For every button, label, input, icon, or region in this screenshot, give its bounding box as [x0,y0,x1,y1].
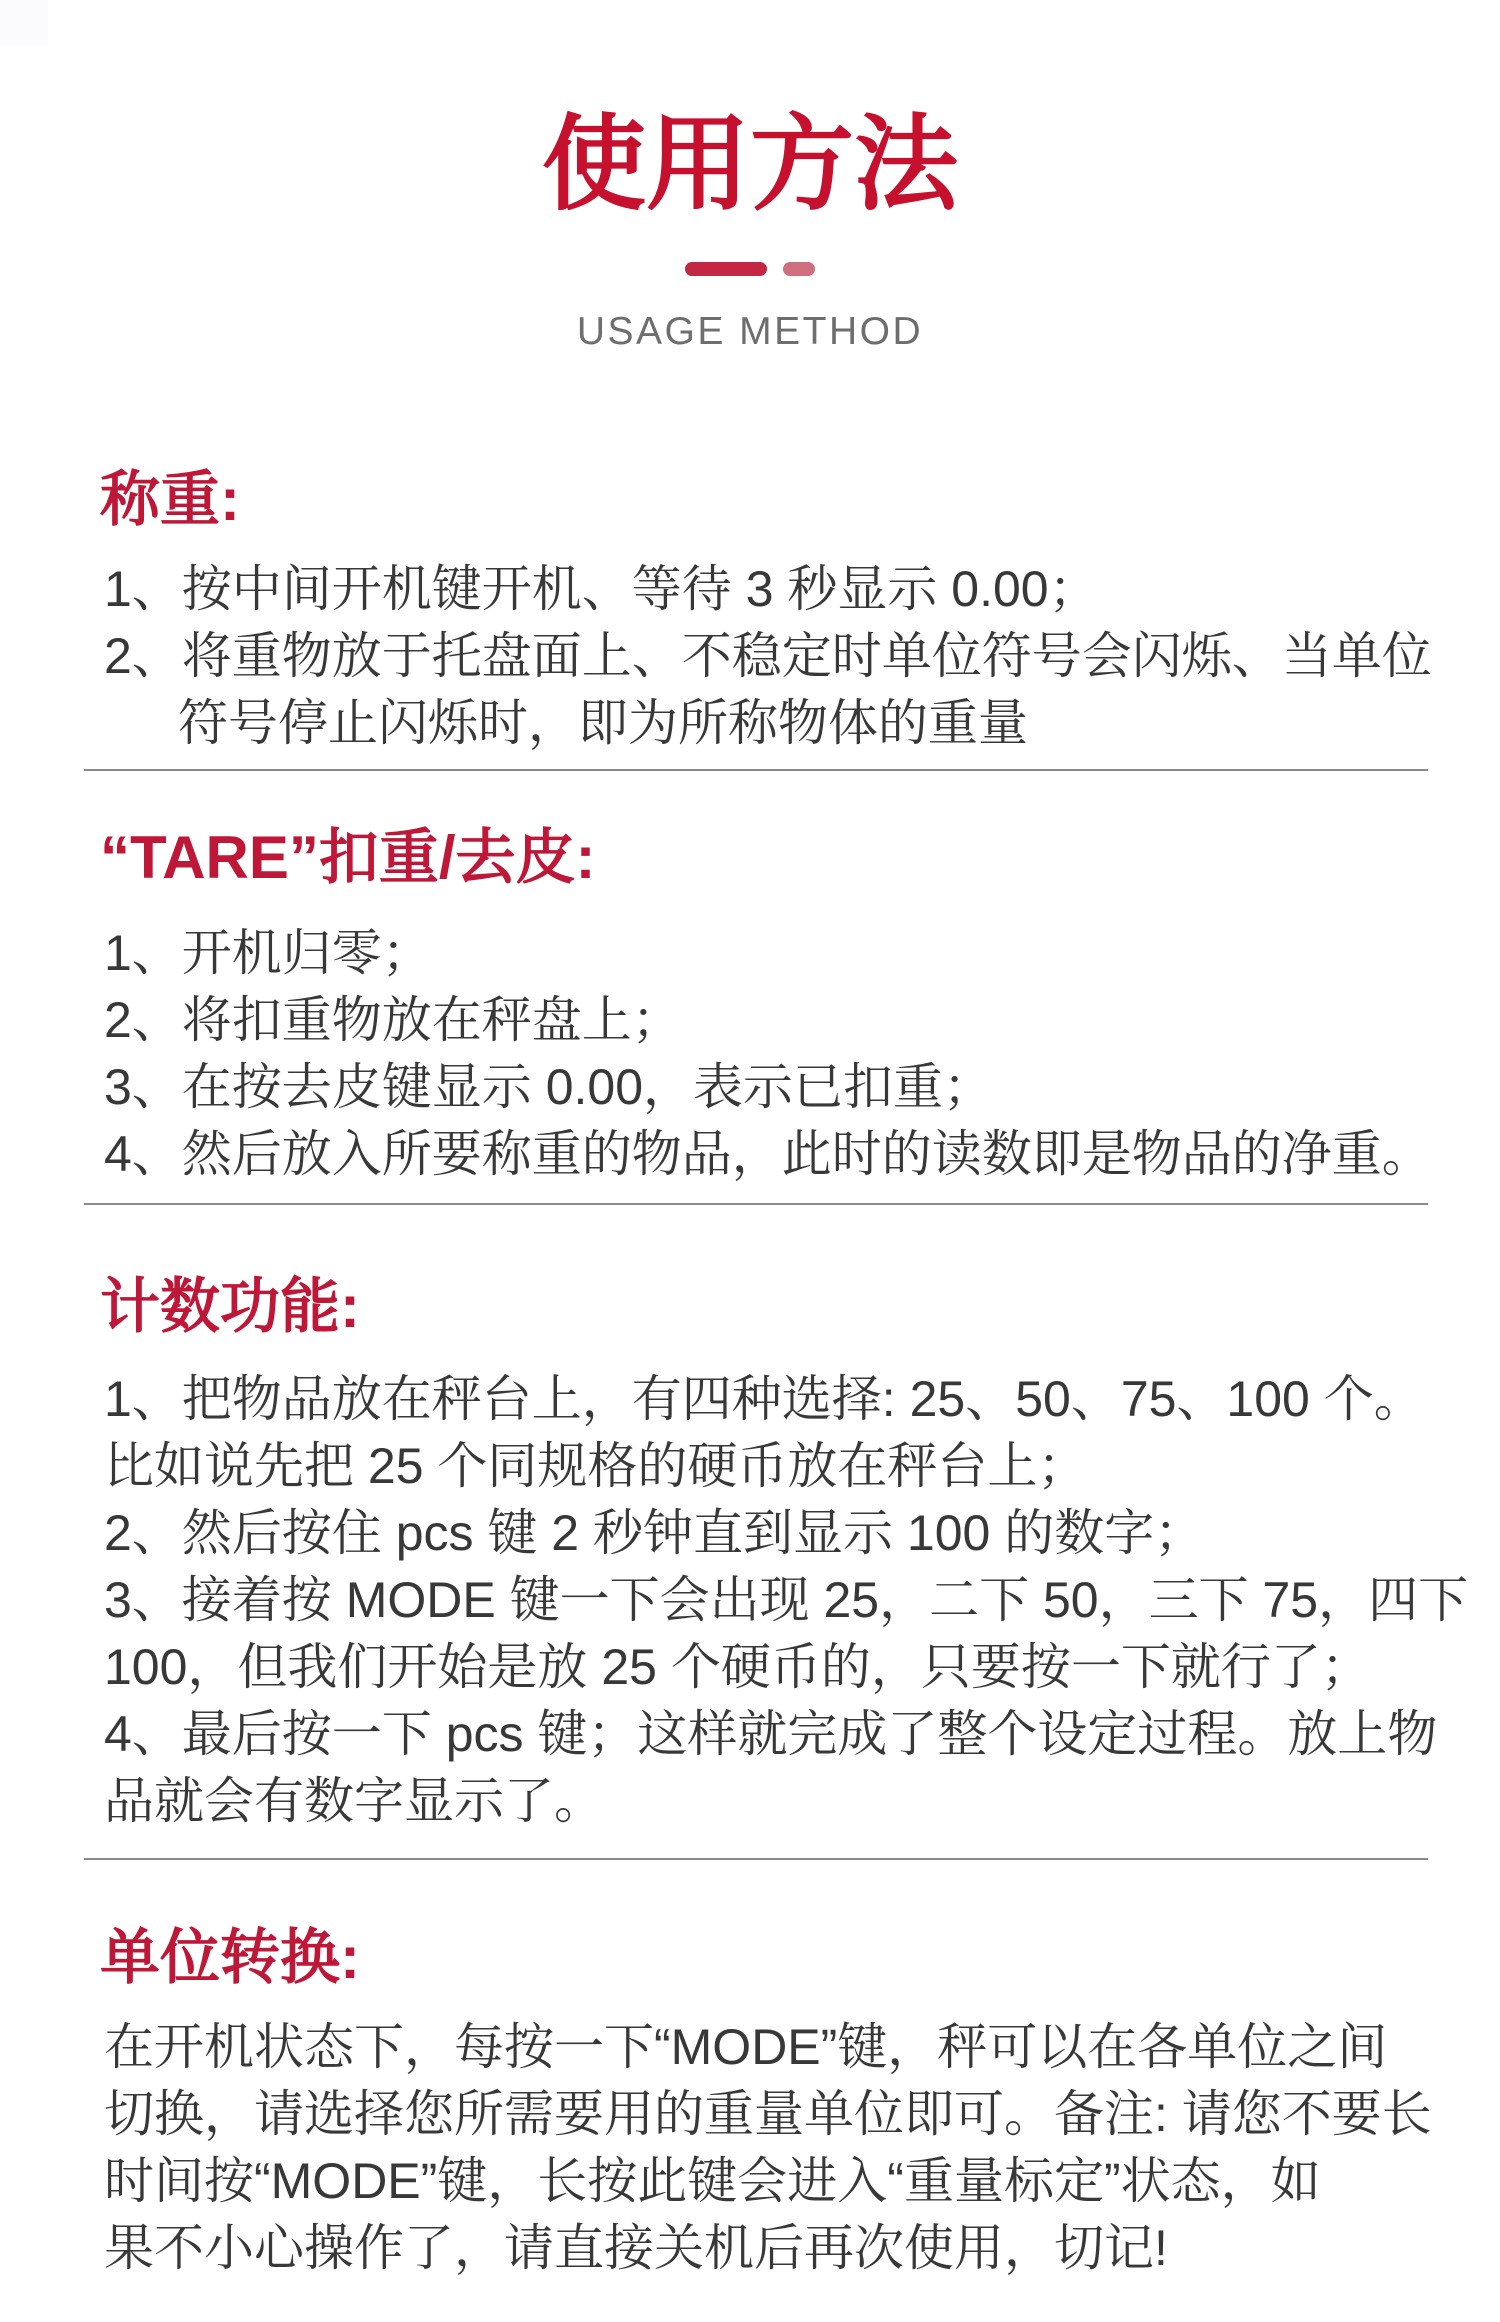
divider-bar-short [783,262,815,276]
body-line: 1、按中间开机键开机、等待 3 秒显示 0.00； [104,561,1099,617]
body-line: 在开机状态下，每按一下“MODE”键，秤可以在各单位之间 [104,2019,1388,2075]
section-weighing-body [104,556,1436,757]
section-unit-conversion-body [104,2014,1436,2282]
body-line: 4、最后按一下 pcs 键；这样就完成了整个设定过程。放上物 [104,1706,1438,1762]
divider-bar-long [685,262,767,276]
section-divider [84,769,1428,771]
section-weighing-heading: 称重: [100,466,240,533]
body-line: 3、接着按 MODE 键一下会出现 25，二下 50，三下 75，四下 [104,1572,1469,1628]
section-divider [84,1203,1428,1205]
body-line: 2、将重物放于托盘面上、不稳定时单位符号会闪烁、当单位 [104,628,1432,684]
corner-artifact [0,0,48,46]
body-line: 果不小心操作了，请直接关机后再次使用，切记! [104,2220,1168,2276]
body-line: 3、在按去皮键显示 0.00，表示已扣重； [104,1059,994,1115]
body-line-continuation: 100，但我们开始是放 25 个硬币的，只要按一下就行了； [104,1639,1371,1695]
body-line: 切换，请选择您所需要用的重量单位即可。备注: 请您不要长 [104,2086,1432,2142]
body-line: 4、然后放入所要称重的物品，此时的读数即是物品的净重。 [104,1126,1432,1182]
section-counting-heading: 计数功能: [100,1273,360,1340]
section-tare-heading: “TARE”扣重/去皮: [100,824,596,891]
body-line: 2、将扣重物放在秤盘上； [104,992,682,1048]
title-divider [0,262,1500,276]
body-line: 2、然后按住 pcs 键 2 秒钟直到显示 100 的数字； [104,1505,1205,1561]
section-counting-body [104,1366,1469,1835]
body-line: 1、把物品放在秤台上，有四种选择: 25、50、75、100 个。 [104,1371,1424,1427]
section-tare-body [104,920,1436,1188]
body-line-continuation: 品就会有数字显示了。 [104,1773,604,1829]
section-divider [84,1858,1428,1860]
page-title: 使用方法 [541,107,958,223]
body-line-continuation: 符号停止闪烁时，即为所称物体的重量 [178,695,1028,751]
section-unit-conversion-heading: 单位转换: [100,1924,360,1991]
body-line-continuation: 比如说先把 25 个同规格的硬币放在秤台上； [104,1438,1088,1494]
page-subtitle: USAGE METHOD [576,310,924,353]
body-line: 时间按“MODE”键，长按此键会进入“重量标定”状态，如 [104,2153,1321,2209]
body-line: 1、开机归零； [104,925,432,981]
